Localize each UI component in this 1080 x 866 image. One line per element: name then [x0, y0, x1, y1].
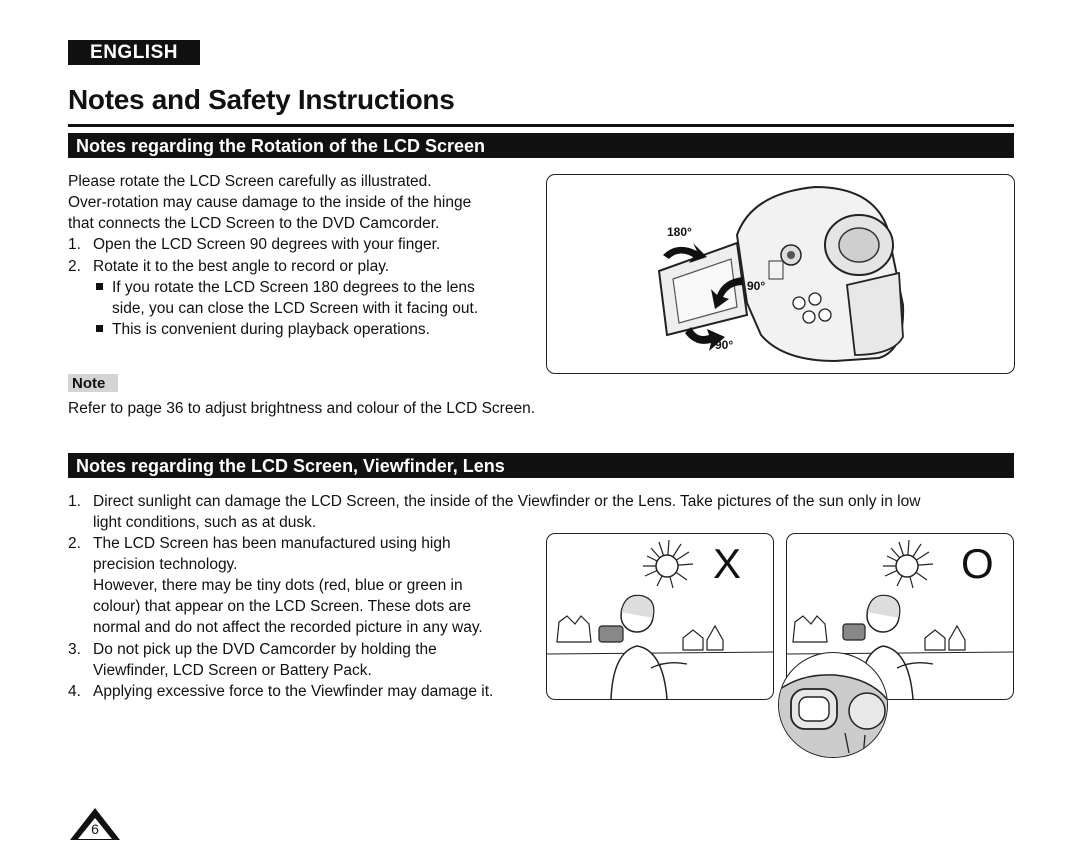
item-line: Viewfinder, LCD Screen or Battery Pack. — [93, 662, 372, 679]
angle-label-90-right: 90° — [747, 279, 766, 293]
page-title: Notes and Safety Instructions — [68, 84, 455, 115]
bullet-item: This is convenient during playback operations. — [96, 319, 430, 340]
viewfinder-closeup-icon — [779, 653, 887, 757]
camcorder-illustration — [547, 175, 1014, 373]
item-line: colour) that appear on the LCD Screen. These dots are — [93, 598, 471, 615]
item-line: light conditions, such as at dusk. — [93, 514, 317, 531]
bullet-continuation: side, you can close the LCD Screen with it facing out. — [112, 300, 479, 317]
item-line: precision technology. — [93, 556, 238, 573]
title-divider — [68, 124, 1014, 127]
page-number-marker — [70, 808, 120, 840]
viewfinder-closeup — [778, 652, 888, 758]
bullet-square-icon — [96, 325, 103, 332]
bullet-square-icon — [96, 283, 103, 290]
right-mark-icon: O — [961, 540, 994, 587]
sun-wrong-illustration — [546, 533, 774, 700]
step-text: Rotate it to the best angle to record or play. — [93, 258, 390, 275]
step-number: 2. — [68, 258, 81, 275]
wrong-mark-icon: X — [713, 540, 742, 587]
item-line: Applying excessive force to the Viewfinder may damage it. — [93, 683, 494, 700]
intro-line-1: Please rotate the LCD Screen carefully as illustrated. — [68, 173, 432, 190]
item-number: 3. — [68, 641, 81, 658]
intro-line-2: Over-rotation may cause damage to the inside of the hinge — [68, 194, 472, 211]
item-number: 2. — [68, 535, 81, 552]
angle-label-90-bottom: 90° — [715, 338, 734, 352]
angle-label-180: 180° — [667, 225, 692, 239]
item-number: 1. — [68, 493, 81, 510]
item-line: The LCD Screen has been manufactured using high — [93, 535, 451, 552]
item-line: However, there may be tiny dots (red, blue or green in — [93, 577, 463, 594]
camcorder-rotation-figure — [546, 174, 1015, 374]
intro-line-3: that connects the LCD Screen to the DVD Camcorder. — [68, 215, 440, 232]
page-number: 6 — [91, 821, 99, 837]
section-heading-lcd-viewfinder-lens: Notes regarding the LCD Screen, Viewfinder, Lens — [68, 453, 1014, 478]
bullet-item: If you rotate the LCD Screen 180 degrees to the lens — [96, 277, 475, 298]
note-text: Refer to page 36 to adjust brightness and colour of the LCD Screen. — [68, 400, 536, 417]
language-badge: ENGLISH — [68, 40, 200, 65]
step-number: 1. — [68, 236, 81, 253]
section-heading-rotation: Notes regarding the Rotation of the LCD Screen — [68, 133, 1014, 158]
item-line: Direct sunlight can damage the LCD Screen, the inside of the Viewfinder or the Lens. Take pictures of the sun only in low — [93, 493, 921, 510]
item-line: Do not pick up the DVD Camcorder by holding the — [93, 641, 437, 658]
note-badge: Note — [68, 374, 118, 392]
item-line: normal and do not affect the recorded picture in any way. — [93, 619, 483, 636]
item-number: 4. — [68, 683, 81, 700]
step-text: Open the LCD Screen 90 degrees with your finger. — [93, 236, 441, 253]
